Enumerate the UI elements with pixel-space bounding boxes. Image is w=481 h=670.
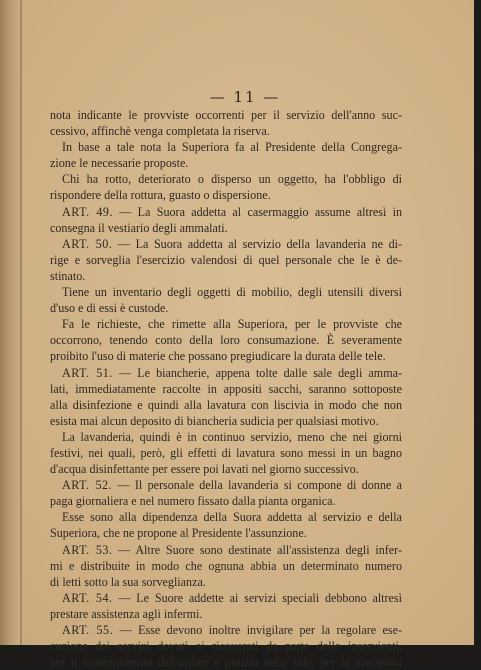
text-line: ART. 54. — Le Suore addette ai servizi speciali debbono altresì bbox=[62, 590, 402, 605]
text-line: mi e distribuite in modo che ognuna abbia un determinato numero bbox=[50, 558, 402, 573]
text-line: Tiene un inventario degli oggetti di mobilio, degli utensili diversi bbox=[62, 285, 402, 300]
article-label: ART. 49. bbox=[62, 204, 113, 219]
text-line: festivi, nei quali, però, gli effetti di lavatura sono messi in un bagno bbox=[50, 445, 402, 460]
text-line: stinato. bbox=[50, 268, 86, 283]
text-line: ART. 51. — Le biancherie, appena tolte dalle sale degli amma- bbox=[62, 365, 403, 380]
text-line: Esse sono alla dipendenza della Suora addetta al servizio e della bbox=[62, 510, 402, 525]
text-line: zione le necessarie proposte. bbox=[50, 156, 189, 171]
text-line: rispondere della rottura, guasto o dispersione. bbox=[50, 188, 271, 203]
text-line: d'uso e di essi è custode. bbox=[50, 301, 169, 316]
text-line: ART. 50. — La Suora addetta al servizio della lavanderia ne di- bbox=[62, 236, 403, 251]
article-label: ART. 55. bbox=[62, 623, 114, 637]
article-label: ART. 50. bbox=[62, 236, 113, 251]
text-line: paga giornaliera e nel numero fissato dalla pianta organica. bbox=[50, 494, 336, 509]
text-line: consegna il vestiario degli ammalati. bbox=[50, 220, 228, 235]
article-label: ART. 52. bbox=[62, 478, 113, 493]
article-label: ART. 51. bbox=[62, 365, 113, 380]
text-line: d'acqua disinfettante per essere poi lavati nel giorno successivo. bbox=[50, 462, 359, 477]
article-label: ART. 53. bbox=[62, 542, 113, 557]
text-line: alla disinfezione e quindi alla lavatura con liscivia in modo che non bbox=[50, 397, 402, 412]
text-line: cessivo, affinchè venga completata la riserva. bbox=[50, 124, 270, 139]
text-line: ART. 55. — Esse devono inoltre invigilare per la regolare ese- bbox=[62, 623, 402, 637]
text-line: proibito l'uso di materie che possano pregiudicare la durata delle tele. bbox=[50, 349, 386, 364]
article-label: ART. 54. bbox=[62, 590, 113, 605]
text-line: Superiora, che ne propone al Presidente l'assunzione. bbox=[50, 526, 307, 541]
text-line: prestare assistenza agli infermi. bbox=[50, 606, 203, 621]
text-line: per il mantenimento dell'ordine e pulizia nelle sale, per la disciplina bbox=[50, 655, 402, 670]
text-line: ART. 53. — Altre Suore sono destinate all'assistenza degli infer- bbox=[62, 542, 402, 557]
text-line: di letti sotto la sua sorveglianza. bbox=[50, 574, 206, 589]
text-line: Fa le richieste, che rimette alla Superiora, per le provviste che bbox=[62, 317, 402, 332]
text-line: nota indicante le provviste occorrenti per il servizio dell'anno suc- bbox=[50, 108, 402, 122]
text-line: occorrono, tenendo conto della loro consumazione. È severamente bbox=[50, 333, 402, 348]
text-line: cuzione dei servizi dovuti ai ricoverati da parte delle inservienti, bbox=[50, 639, 402, 654]
text-line: rige e sorveglia l'esercizio valendosi di quel personale che le è de- bbox=[50, 252, 402, 267]
text-line: Chi ha rotto, deteriorato o disperso un oggetto, ha l'obbligo di bbox=[62, 172, 402, 187]
text-line: lati, immediatamente raccolte in appositi sacchi, saranno sottoposte bbox=[50, 381, 402, 396]
text-line: In base a tale nota la Superiora fa al Presidente della Congrega- bbox=[62, 140, 402, 155]
text-line: La lavanderia, quindi è in continuo servizio, meno che nei giorni bbox=[62, 429, 402, 444]
text-line: esista mai alcun deposito di biancheria sudicia per qualsiasi motivo. bbox=[50, 413, 379, 428]
page-fold bbox=[20, 0, 22, 645]
body-text bbox=[50, 107, 402, 670]
text-line: ART. 52. — Il personale della lavanderia si compone di donne a bbox=[62, 478, 402, 493]
page-number: — 11 — bbox=[209, 88, 281, 106]
page-gutter bbox=[0, 0, 22, 645]
text-line: ART. 49. — La Suora addetta al casermaggio assume altresì in bbox=[62, 204, 402, 219]
